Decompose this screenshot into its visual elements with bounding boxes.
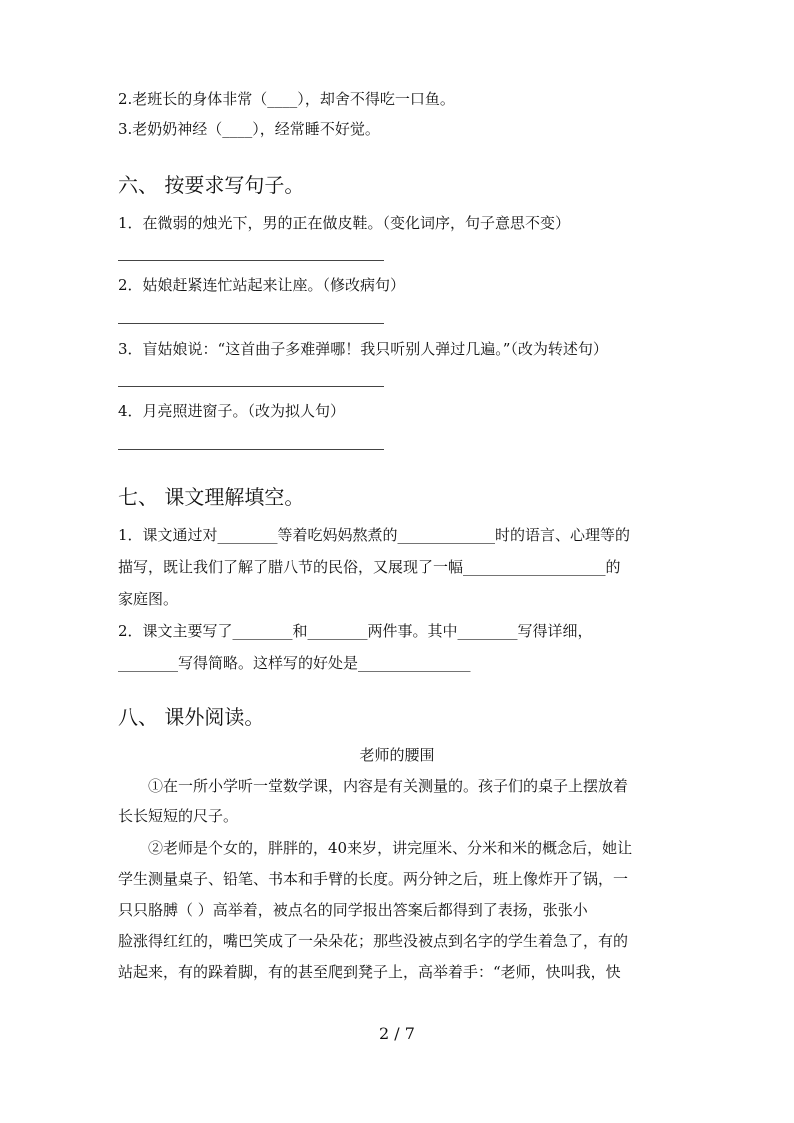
s6-answer-line-2[interactable] <box>118 323 384 324</box>
reading-title: 老师的腰围 <box>359 746 435 764</box>
para-2-line-2: 学生测量桌子、铅笔、书本和手臂的长度。两分钟之后，班上像炸开了锅，一 <box>118 870 629 888</box>
s5-question-2: 2.老班长的身体非常（____），却舍不得吃一口鱼。 <box>118 90 455 108</box>
s7-question-1-line-2: 描写，既让我们了解了腊八节的民俗，又展现了一幅___________________的 <box>118 558 621 576</box>
section-8-heading: 八、 课外阅读。 <box>118 705 265 729</box>
para-1-line-1: ①在一所小学听一堂数学课，内容是有关测量的。孩子们的桌子上摆放着 <box>148 777 629 795</box>
s7-question-1-line-1: 1．课文通过对________等着吃妈妈熬煮的_____________时的语言、心理等的 <box>118 526 631 544</box>
section-6-heading: 六、 按要求写句子。 <box>118 173 305 197</box>
para-1-line-2: 长长短短的尺子。 <box>118 807 239 825</box>
s6-answer-line-3[interactable] <box>118 386 384 387</box>
s7-question-2-line-1: 2．课文主要写了________和________两件事。其中________写得详细， <box>118 622 593 640</box>
s6-question-4: 4．月亮照进窗子。（改为拟人句） <box>118 402 346 420</box>
s6-question-1: 1．在微弱的烛光下，男的正在做皮鞋。（变化词序，句子意思不变） <box>118 214 571 232</box>
s7-question-2-line-2: ________写得简略。这样写的好处是_______________ <box>118 654 471 672</box>
section-7-heading: 七、 课文理解填空。 <box>118 485 305 509</box>
s6-question-2: 2．姑娘赶紧连忙站起来让座。（修改病句） <box>118 276 406 294</box>
para-2-line-4: 脸涨得红红的，嘴巴笑成了一朵朵花；那些没被点到名字的学生着急了，有的 <box>118 932 629 950</box>
s7-question-1-line-3: 家庭图。 <box>118 590 179 608</box>
para-2-line-1: ②老师是个女的，胖胖的，40来岁，讲完厘米、分米和米的概念后，她让 <box>148 839 633 857</box>
s6-answer-line-1[interactable] <box>118 260 384 261</box>
para-2-line-3: 只只胳膊（ ）高举着，被点名的同学报出答案后都得到了表扬，张张小 <box>118 901 588 919</box>
s6-question-3: 3．盲姑娘说：“这首曲子多难弹哪！我只听别人弹过几遍。”（改为转述句） <box>118 340 608 358</box>
s5-question-3: 3.老奶奶神经（____），经常睡不好觉。 <box>118 120 380 138</box>
page-number: 2 / 7 <box>379 1024 415 1043</box>
s6-answer-line-4[interactable] <box>118 449 384 450</box>
para-2-line-5: 站起来，有的跺着脚，有的甚至爬到凳子上，高举着手：“老师，快叫我，快 <box>118 963 621 981</box>
